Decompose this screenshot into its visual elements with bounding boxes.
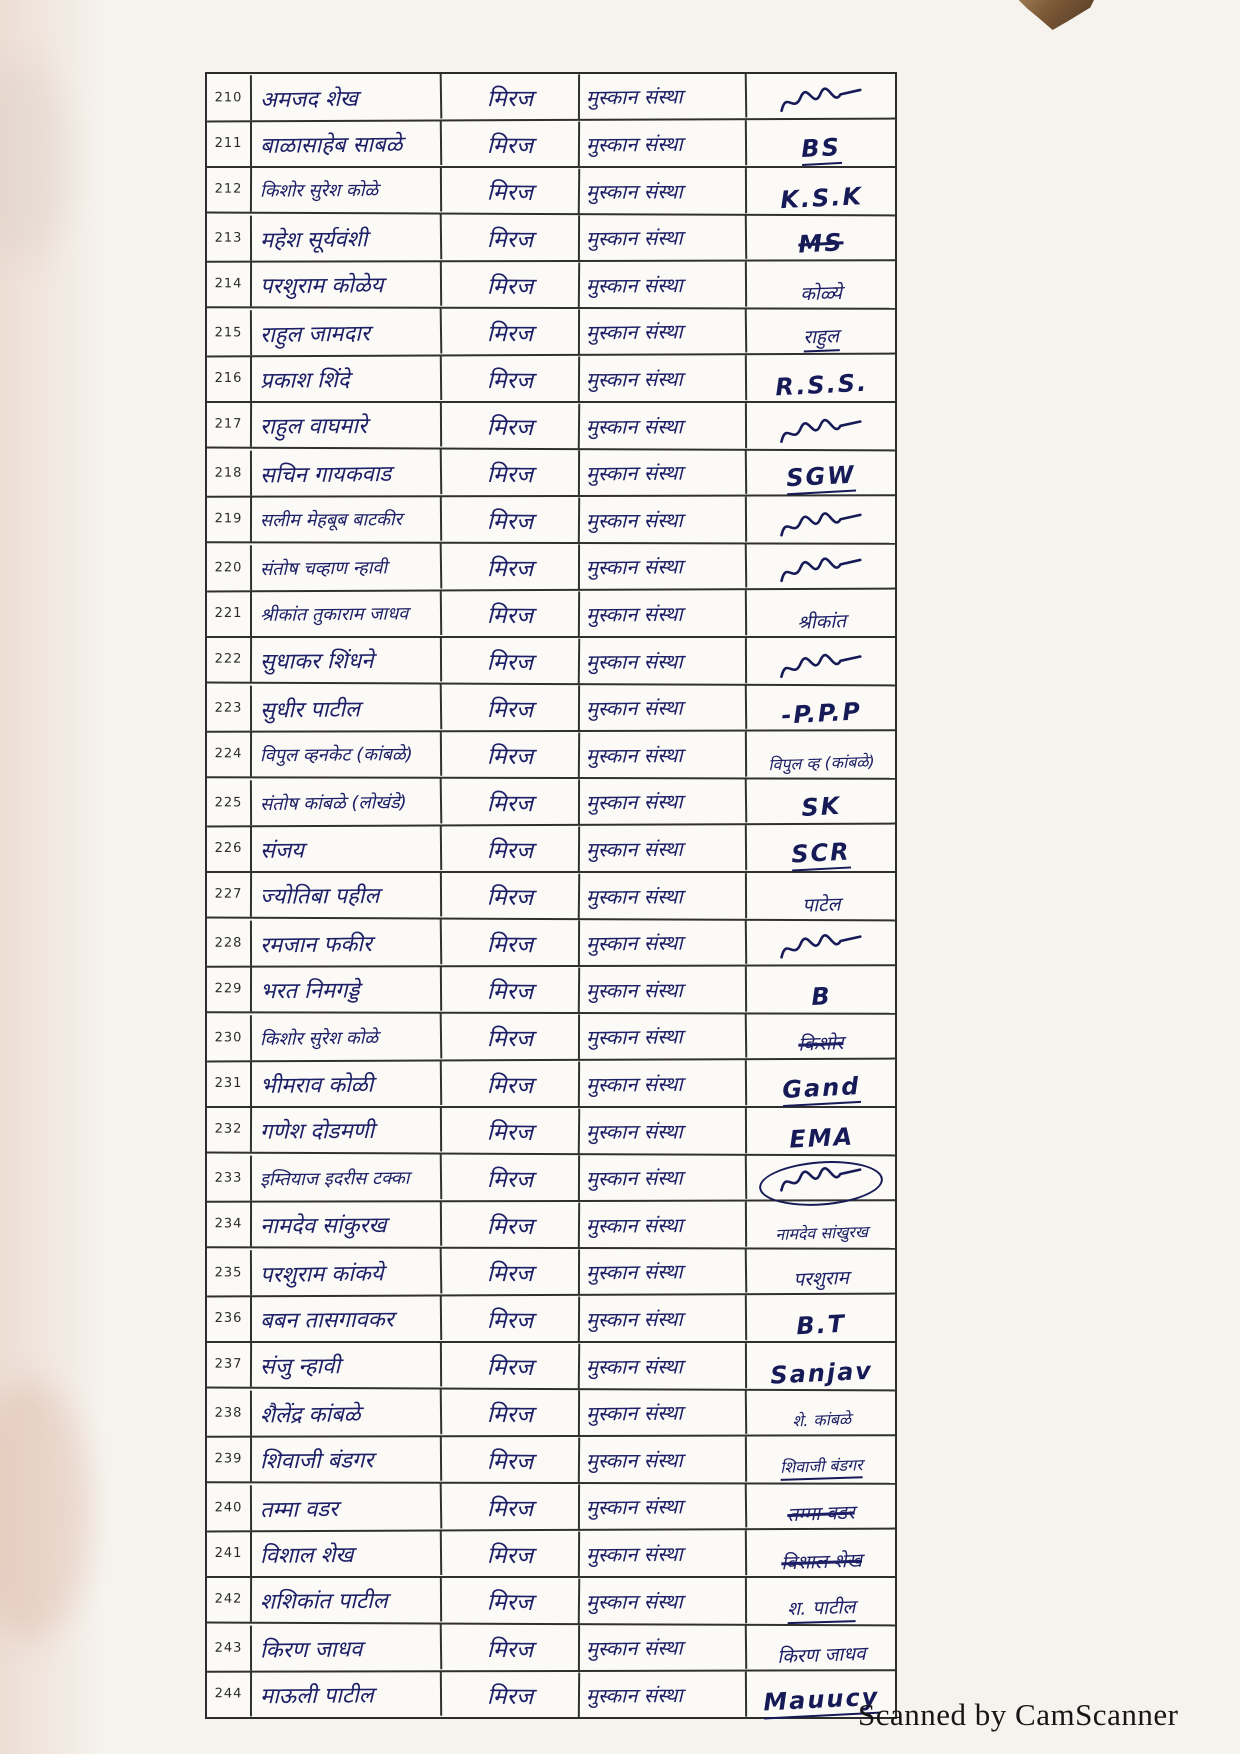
- member-name: ज्योतिबा पहील: [252, 872, 442, 918]
- place-name: मिरज: [442, 402, 580, 449]
- signature: विपुल व्ह (कांबळे): [767, 751, 875, 774]
- signature: विशाल शेख: [780, 1549, 862, 1574]
- member-name: बबन तासगावकर: [252, 1295, 442, 1342]
- signature: R.S.S.: [774, 368, 869, 401]
- signature: B: [810, 981, 833, 1011]
- organization-name: मुस्कान संस्था: [580, 1624, 747, 1671]
- member-name: प्रकाश शिंदे: [252, 355, 442, 402]
- signature: B.T: [795, 1309, 847, 1340]
- organization-name: मुस्कान संस्था: [580, 1672, 747, 1718]
- member-name: इम्तियाज इदरीस टक्का: [252, 1154, 443, 1201]
- place-name: मिरज: [442, 1296, 580, 1342]
- signature: [776, 414, 866, 452]
- organization-name: मुस्कान संस्था: [580, 1343, 747, 1389]
- signature: तम्मा वडर: [787, 1501, 856, 1526]
- signature: परशुराम: [793, 1266, 850, 1291]
- member-name: महेश सूर्यवंशी: [252, 214, 443, 261]
- organization-name: मुस्कान संस्था: [580, 777, 748, 824]
- table-row: [207, 919, 895, 967]
- row-number: 230: [207, 1015, 252, 1060]
- place-name: मिरज: [442, 1436, 580, 1482]
- row-number: 240: [207, 1485, 252, 1530]
- member-name: राहुल वाघमारे: [252, 402, 442, 448]
- table-row: [207, 1061, 895, 1108]
- member-name: किशोर सुरेश कोळे: [252, 167, 442, 213]
- signature-cell: [747, 169, 895, 215]
- signature: MS: [798, 227, 845, 259]
- place-name: मिरज: [442, 1155, 580, 1201]
- member-name: अमजद शेख: [252, 73, 443, 121]
- table-row: [207, 1296, 895, 1343]
- row-number: 229: [207, 966, 252, 1011]
- member-name: संतोष कांबळे (लोखंडे): [252, 778, 443, 826]
- signature-scribble-icon: [776, 929, 866, 963]
- signature-cell: [747, 356, 895, 401]
- place-name: मिरज: [442, 826, 580, 872]
- row-number: 225: [207, 780, 252, 825]
- signature-cell: [747, 1061, 895, 1106]
- signature-cell: [747, 684, 895, 729]
- member-name: परशुराम कांकये: [252, 1248, 443, 1296]
- organization-name: मुस्कान संस्था: [580, 1108, 747, 1154]
- signature-cell: [747, 1248, 895, 1294]
- place-name: मिरज: [442, 215, 580, 261]
- organization-name: मुस्कान संस्था: [580, 307, 748, 354]
- row-number: 214: [207, 261, 252, 306]
- signature-scribble-icon: [776, 414, 866, 448]
- torn-paper-corner: [1002, 0, 1094, 30]
- table-row: [207, 402, 895, 452]
- place-name: मिरज: [442, 872, 580, 919]
- row-number: 239: [207, 1436, 252, 1481]
- table-row: [207, 1389, 895, 1437]
- member-name: रमजान फकीर: [252, 919, 443, 966]
- place-name: मिरज: [442, 685, 580, 731]
- signature-cell: [747, 919, 895, 964]
- signature: SK: [800, 791, 843, 822]
- signature-cell: [747, 73, 895, 119]
- table-row: [207, 496, 895, 544]
- signature: पाटेल: [801, 893, 841, 917]
- signature-cell: [747, 404, 895, 450]
- organization-name: मुस्कान संस्था: [580, 262, 747, 308]
- organization-name: मुस्कान संस्था: [580, 1060, 747, 1106]
- place-name: मिरज: [442, 121, 580, 167]
- signature: [758, 1157, 885, 1210]
- member-name: राहुल जामदार: [252, 308, 443, 356]
- signature: [776, 552, 866, 590]
- member-name: भरत निमगड्डे: [252, 966, 442, 1013]
- organization-name: मुस्कान संस्था: [580, 967, 747, 1013]
- signature: [776, 507, 866, 545]
- organization-name: मुस्कान संस्था: [580, 497, 747, 543]
- signature: श. पाटील: [787, 1593, 856, 1624]
- organization-name: मुस्कान संस्था: [580, 1530, 747, 1576]
- table-row: [207, 543, 895, 593]
- row-number: 243: [207, 1626, 252, 1671]
- member-name: विशाल शेख: [252, 1530, 442, 1577]
- place-name: मिरज: [442, 920, 580, 966]
- signature: SCR: [791, 837, 852, 871]
- organization-name: मुस्कान संस्था: [580, 542, 748, 589]
- signature-cell: [747, 1154, 895, 1199]
- table-row: [207, 1436, 895, 1484]
- place-name: मिरज: [442, 1577, 580, 1624]
- signature: Mauucy: [763, 1683, 881, 1720]
- place-name: मिरज: [442, 1625, 580, 1671]
- scan-stain: [0, 60, 70, 260]
- camscanner-watermark: Scanned by CamScanner: [858, 1697, 1179, 1732]
- signature: राहुल: [803, 322, 840, 352]
- signature-cell: [747, 1483, 895, 1529]
- row-number: 211: [207, 121, 252, 166]
- signature: नामदेव सांखुरख: [774, 1221, 868, 1244]
- organization-name: मुस्कान संस्था: [580, 355, 747, 401]
- signature-cell: [747, 308, 895, 354]
- signature: BS: [801, 133, 842, 166]
- row-number: 238: [207, 1391, 252, 1436]
- row-number: 244: [207, 1671, 252, 1716]
- signature-cell: [747, 214, 895, 259]
- table-row: [207, 1342, 895, 1392]
- member-name: शशिकांत पाटील: [252, 1577, 442, 1623]
- place-name: मिरज: [442, 591, 580, 637]
- signature-cell: [747, 1531, 895, 1576]
- row-number: 242: [207, 1577, 252, 1622]
- row-number: 222: [207, 637, 252, 682]
- member-name: विपुल व्हनकेट (कांबळे): [252, 731, 442, 778]
- place-name: मिरज: [442, 1390, 580, 1436]
- member-name: सुधाकर शिंधने: [252, 637, 442, 683]
- table-row: [207, 1624, 895, 1672]
- signature-scribble-icon: [776, 1162, 866, 1196]
- signature: [776, 82, 866, 120]
- member-name: भीमराव कोळी: [252, 1060, 442, 1107]
- row-number: 237: [207, 1342, 252, 1387]
- table-row: [207, 778, 895, 828]
- signature: शे. कांबळे: [791, 1408, 851, 1431]
- signature-cell: [747, 1202, 895, 1247]
- row-number: 226: [207, 826, 252, 871]
- table-row: [207, 308, 895, 358]
- signature-scribble-icon: [776, 507, 866, 541]
- table-row: [207, 1107, 895, 1157]
- signature-cell: [747, 1109, 895, 1155]
- member-name: सुधीर पाटील: [252, 684, 443, 731]
- place-name: मिरज: [442, 356, 580, 402]
- row-number: 234: [207, 1201, 252, 1246]
- signature: K.S.K: [779, 181, 864, 214]
- table-row: [207, 1483, 895, 1533]
- signature: Sanjav: [769, 1356, 874, 1390]
- table-row: [207, 1248, 895, 1298]
- signature: [776, 929, 866, 967]
- signature-scribble-icon: [776, 552, 866, 586]
- signature-cell: [747, 591, 895, 636]
- row-number: 231: [207, 1061, 252, 1106]
- scan-edge-shadow: [0, 0, 150, 1754]
- place-name: मिरज: [442, 1014, 580, 1059]
- organization-name: मुस्कान संस्था: [580, 449, 747, 496]
- row-number: 215: [207, 310, 252, 355]
- signature-cell: [747, 1344, 895, 1390]
- table-row: [207, 1671, 895, 1717]
- organization-name: मुस्कान संस्था: [580, 732, 747, 778]
- row-number: 218: [207, 451, 252, 496]
- table-row: [207, 1013, 895, 1063]
- signature: श्रीकांत: [796, 609, 847, 634]
- table-row: [207, 1201, 895, 1249]
- member-name: बाळासाहेब साबळे: [252, 120, 442, 167]
- place-name: मिरज: [442, 731, 580, 777]
- member-name: संजय: [252, 825, 442, 872]
- row-number: 235: [207, 1250, 252, 1295]
- row-number: 236: [207, 1296, 252, 1341]
- signature-cell: [747, 1013, 895, 1059]
- signature: EMA: [788, 1122, 855, 1154]
- row-number: 217: [207, 402, 252, 447]
- organization-name: मुस्कान संस्था: [580, 1154, 747, 1201]
- place-name: मिरज: [442, 450, 580, 496]
- row-number: 232: [207, 1107, 252, 1152]
- signature-cell: [747, 121, 895, 166]
- signature-cell: [747, 449, 895, 494]
- signature-cell: [747, 826, 895, 871]
- signature-cell: [747, 1296, 895, 1341]
- register-table: [205, 72, 897, 1719]
- signature: -P.P.P: [780, 696, 863, 730]
- row-number: 224: [207, 731, 252, 776]
- row-number: 212: [207, 167, 252, 212]
- organization-name: मुस्कान संस्था: [580, 168, 747, 214]
- place-name: मिरज: [442, 1342, 580, 1389]
- signature-cell: [747, 543, 895, 589]
- signature-cell: [747, 1389, 895, 1434]
- row-number: 223: [207, 686, 252, 731]
- row-number: 241: [207, 1531, 252, 1576]
- row-number: 210: [207, 75, 252, 120]
- organization-name: मुस्कान संस्था: [580, 684, 747, 731]
- organization-name: मुस्कान संस्था: [580, 590, 747, 636]
- place-name: मिरज: [442, 1107, 580, 1154]
- organization-name: मुस्कान संस्था: [580, 120, 747, 166]
- signature-cell: [747, 1437, 895, 1482]
- place-name: मिरज: [442, 167, 580, 214]
- place-name: मिरज: [442, 1671, 580, 1717]
- table-row: [207, 1154, 895, 1202]
- organization-name: मुस्कान संस्था: [580, 72, 748, 119]
- row-number: 216: [207, 356, 252, 401]
- signature-cell: [747, 874, 895, 920]
- organization-name: मुस्कान संस्था: [580, 1295, 747, 1341]
- table-row: [207, 591, 895, 638]
- signature: किरण जाधव: [776, 1642, 866, 1668]
- organization-name: मुस्कान संस्था: [580, 1578, 747, 1624]
- organization-name: मुस्कान संस्था: [580, 1202, 747, 1248]
- place-name: मिरज: [442, 966, 580, 1012]
- organization-name: मुस्कान संस्था: [580, 403, 747, 449]
- organization-name: मुस्कान संस्था: [580, 873, 747, 919]
- member-name: शिवाजी बंडगर: [252, 1436, 442, 1483]
- member-name: संतोष चव्हाण न्हावी: [252, 543, 443, 591]
- place-name: मिरज: [442, 1249, 580, 1294]
- row-number: 221: [207, 591, 252, 636]
- organization-name: मुस्कान संस्था: [580, 825, 747, 871]
- place-name: मिरज: [442, 544, 580, 589]
- member-name: शैलेंद्र कांबळे: [252, 1389, 443, 1436]
- table-row: [207, 356, 895, 403]
- place-name: मिरज: [442, 779, 580, 824]
- signature-cell: [747, 1579, 895, 1625]
- organization-name: मुस्कान संस्था: [580, 1482, 748, 1529]
- row-number: 227: [207, 872, 252, 917]
- table-row: [207, 121, 895, 168]
- table-row: [207, 966, 895, 1014]
- table-row: [207, 167, 895, 217]
- organization-name: मुस्कान संस्था: [580, 1247, 748, 1294]
- organization-name: मुस्कान संस्था: [580, 214, 747, 261]
- organization-name: मुस्कान संस्था: [580, 919, 747, 966]
- place-name: मिरज: [442, 74, 580, 119]
- table-row: [207, 637, 895, 687]
- table-row: [207, 1531, 895, 1578]
- signature-cell: [747, 732, 895, 777]
- row-number: 213: [207, 216, 252, 261]
- table-row: [207, 826, 895, 873]
- place-name: मिरज: [442, 261, 580, 307]
- signature: [776, 649, 866, 687]
- member-name: सचिन गायकवाड: [252, 449, 443, 496]
- organization-name: मुस्कान संस्था: [580, 1389, 747, 1436]
- member-name: किरण जाधव: [252, 1624, 443, 1671]
- register-table-body: [207, 74, 895, 1717]
- signature: Gand: [781, 1072, 861, 1107]
- member-name: नामदेव सांकुरख: [252, 1201, 442, 1248]
- place-name: मिरज: [442, 1484, 580, 1529]
- row-number: 219: [207, 496, 252, 541]
- place-name: मिरज: [442, 637, 580, 684]
- table-row: [207, 684, 895, 732]
- signature-cell: [747, 262, 895, 307]
- member-name: श्रीकांत तुकाराम जाधव: [252, 590, 442, 637]
- signature: किशोर: [798, 1031, 845, 1056]
- organization-name: मुस्कान संस्था: [580, 1437, 747, 1483]
- member-name: सलीम मेहबूब बाटकीर: [252, 496, 442, 543]
- member-name: तम्मा वडर: [252, 1483, 443, 1531]
- scan-stain: [0, 1380, 90, 1640]
- table-row: [207, 261, 895, 309]
- signature: कोळ्ये: [800, 281, 843, 305]
- place-name: मिरज: [442, 1061, 580, 1107]
- table-row: [207, 214, 895, 262]
- signature-scribble-icon: [776, 82, 866, 116]
- member-name: गणेश दोडमणी: [252, 1107, 442, 1153]
- member-name: किशोर सुरेश कोळे: [252, 1013, 443, 1061]
- organization-name: मुस्कान संस्था: [580, 1012, 748, 1059]
- signature-cell: [747, 639, 895, 685]
- signature: SGW: [786, 461, 857, 496]
- place-name: मिरज: [442, 1201, 580, 1247]
- member-name: संजु न्हावी: [252, 1342, 442, 1388]
- member-name: माऊली पाटील: [252, 1671, 442, 1718]
- row-number: 220: [207, 545, 252, 590]
- organization-name: मुस्कान संस्था: [580, 638, 747, 684]
- table-row: [207, 872, 895, 922]
- signature-scribble-icon: [776, 649, 866, 683]
- table-row: [207, 1577, 895, 1627]
- place-name: मिरज: [442, 309, 580, 354]
- place-name: मिरज: [442, 496, 580, 542]
- place-name: मिरज: [442, 1531, 580, 1577]
- member-name: परशुराम कोळेय: [252, 261, 442, 308]
- signature: शिवाजी बंडगर: [780, 1453, 863, 1481]
- signature-cell: [747, 1624, 895, 1669]
- row-number: 233: [207, 1156, 252, 1201]
- row-number: 228: [207, 921, 252, 966]
- table-row: [207, 731, 895, 779]
- signature-cell: [747, 778, 895, 824]
- table-row: [207, 73, 895, 123]
- table-row: [207, 449, 895, 497]
- signature-cell: [747, 967, 895, 1012]
- signature-cell: [747, 497, 895, 542]
